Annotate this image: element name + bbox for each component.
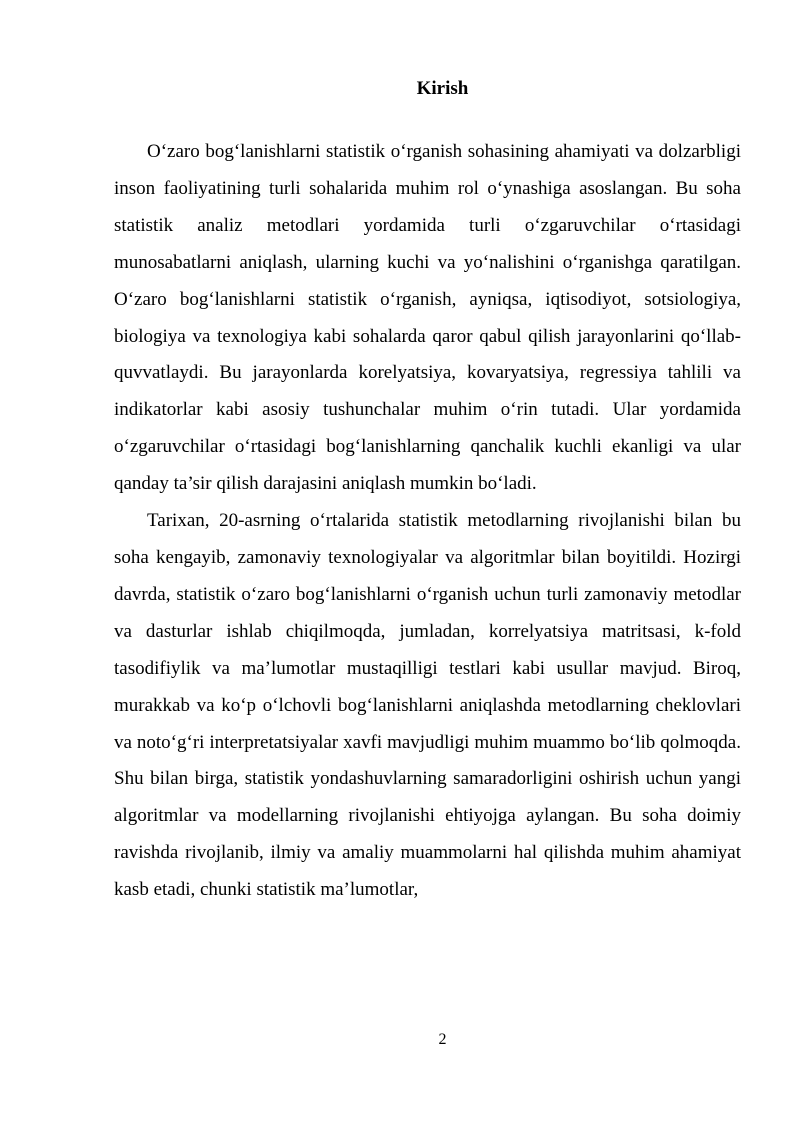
page-title: Kirish [416, 78, 469, 99]
paragraph-2: Tarixan, 20-asrning o‘rtalarida statistik metodlarning rivojlanishi bilan bu soha kengayib, zamonaviy texnologiyalar va algoritmlar bilan boyitildi. Hozirgi davrda, statistik o‘zaro bog‘lanishlarni o‘rganish uchun turli zamonaviy metodlar va dasturlar ishlab chiqilmoqda, jumladan, korrelyatsiya matritsasi, k-fold tasodifiylik va ma’lumotlar mustaqilligi testlari kabi usullar mavjud. Biroq, murakkab va ko‘p o‘lchovli bog‘lanishlarni aniqlashda metodlarning cheklovlari va noto‘g‘ri interpretatsiyalar xavfi mavjudligi muhim muammo bo‘lib qolmoqda. Shu bilan birga, statistik yondashuvlarning samaradorligini oshirish uchun yangi algoritmlar va modellarning rivojlanishi ehtiyojga aylangan. Bu soha doimiy ravishda rivojlanib, ilmiy va amaliy muammolarni hal qilishda muhim ahamiyat kasb etadi, chunki statistik ma’lumotlar, [114, 510, 741, 901]
body-text [114, 134, 741, 909]
paragraph-1: O‘zaro bog‘lanishlarni statistik o‘rganish sohasining ahamiyati va dolzarbligi inson faoliyatining turli sohalarida muhim rol o‘ynashiga asoslangan. Bu soha statistik analiz metodlari yordamida turli o‘zgaruvchilar o‘rtasidagi munosabatlarni aniqlash, ularning kuchi va yo‘nalishini o‘rganishga qaratilgan. O‘zaro bog‘lanishlarni statistik o‘rganish, ayniqsa, iqtisodiyot, sotsiologiya, biologiya va texnologiya kabi sohalarda qaror qabul qilish jarayonlarini qo‘llab-quvvatlaydi. Bu jarayonlarda korelyatsiya, kovaryatsiya, regressiya tahlili va indikatorlar kabi asosiy tushunchalar muhim o‘rin tutadi. Ular yordamida o‘zgaruvchilar o‘rtasidagi bog‘lanishlarning qanchalik kuchli ekanligi va ular qanday ta’sir qilish darajasini aniqlash mumkin bo‘ladi. [114, 141, 741, 495]
page-number: 2 [438, 1031, 447, 1048]
